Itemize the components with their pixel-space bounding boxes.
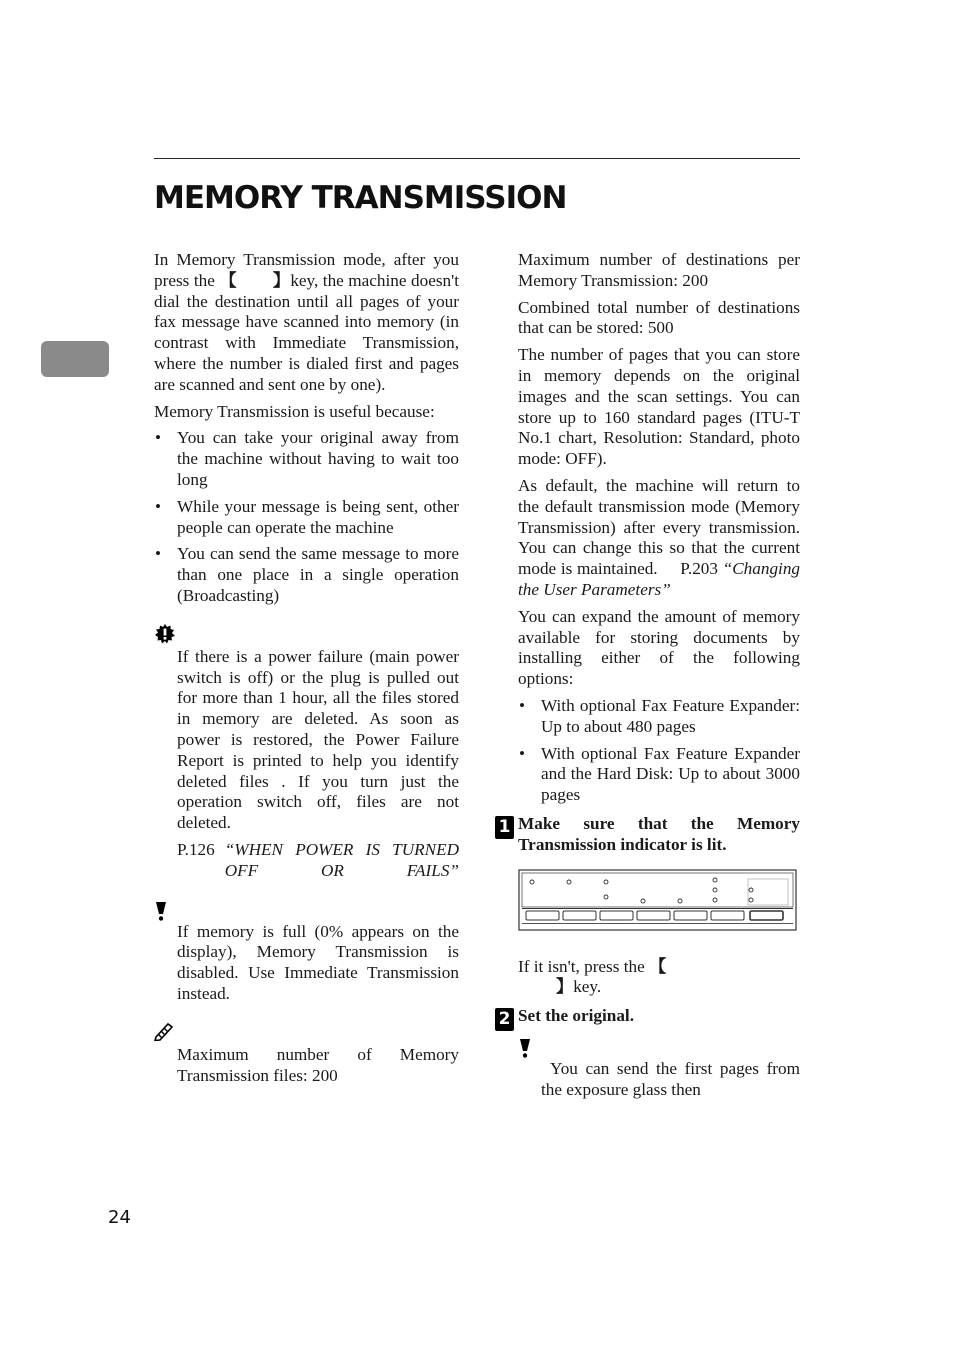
expand-info: You can expand the amount of memory available for storing documents by installing either of the following options:	[518, 606, 800, 689]
list-item: • With optional Fax Feature Expander and the Hard Disk: Up to about 3000 pages	[518, 744, 800, 806]
max-destinations: Maximum number of destinations per Memory Transmission: 200	[518, 250, 800, 290]
key-bracket-close: 】	[272, 270, 291, 291]
page-title: MEMORY TRANSMISSION	[154, 180, 567, 216]
control-panel-drawing	[518, 869, 797, 931]
important-heading	[154, 621, 459, 647]
reference-title[interactable]: “Changing the User Parameters”	[518, 559, 801, 599]
key-bracket-close: 】	[556, 977, 574, 998]
step2-limitation-note	[518, 1059, 800, 1101]
intro-paragraph: In Memory Transmission mode, after you press the 【 】key, the machine doesn't dial the destination until all pages of your fax message have scanned into memory (in contrast with Immediate Transmission, where the number is dialed first and pages are scanned and sent one by one).	[154, 250, 459, 394]
reference-title: “WHEN POWER IS TURNED OFF OR FAILS”	[224, 839, 459, 880]
memo-note	[154, 1045, 459, 1087]
important-icon	[154, 623, 176, 645]
important-note	[154, 647, 459, 882]
page-number: 24	[108, 1207, 131, 1228]
limitation-heading	[518, 1033, 800, 1059]
important-text: If there is a power failure (main power switch is off) or the plug is pulled out for more than 1 hour, all the files stored in memory are deleted. As soon as power is restored, the Power Failure Report is printed to help you identify deleted files . If you turn just the operation switch off, files are not deleted.	[177, 646, 459, 833]
benefits-list	[154, 428, 459, 606]
important-reference[interactable]	[177, 840, 459, 882]
pages-info: The number of pages that you can store in memory depends on the original images and the scan settings. You can store up to 160 standard pages (ITU-T No.1 chart, Resolution: Standard, photo mode: OFF).	[518, 345, 800, 469]
step-text: Set the original.	[518, 1006, 635, 1026]
limitation-note	[154, 922, 459, 1005]
reference-page[interactable]: P.203	[680, 559, 718, 579]
step-number-badge: 1	[495, 816, 514, 839]
list-item: • With optional Fax Feature Expander: Up to about 480 pages	[518, 696, 800, 738]
control-panel-illustration	[518, 869, 797, 931]
reference-page: P.126	[177, 839, 215, 859]
list-item: • While your message is being sent, other people can operate the machine	[154, 497, 459, 539]
limitation-text: If memory is full (0% appears on the display), Memory Transmission is disabled. Use Immediate Transmission instead.	[177, 921, 459, 1003]
options-list	[518, 696, 800, 806]
chapter-tab	[41, 341, 109, 377]
step-number-badge: 2	[495, 1008, 514, 1031]
combined-total: Combined total number of destinations that can be stored: 500	[518, 297, 800, 338]
key-bracket-open: 【	[649, 956, 667, 977]
step1-followup: If it isn't, press the 【 】key.	[518, 956, 667, 998]
list-item: • You can send the same message to more than one place in a single operation (Broadcasting)	[154, 544, 459, 606]
note-text: Maximum number of Memory Transmission files: 200	[177, 1044, 459, 1085]
default-info: As default, the machine will return to the default transmission mode (Memory Transmission) after every transmission. You can change this so that the current mode is maintained. P.203 “Changing the User Parameters”	[518, 475, 801, 599]
useful-intro: Memory Transmission is useful because:	[154, 401, 435, 421]
step-text: Make sure that the Memory Transmission indicator is lit.	[518, 813, 800, 854]
list-item: • You can take your original away from the machine without having to wait too long	[154, 428, 459, 490]
left-column	[154, 250, 459, 1092]
limitation-text: You can send the first pages from the exposure glass then	[541, 1058, 800, 1099]
note-heading	[154, 1019, 459, 1045]
header-rule	[154, 158, 800, 159]
right-column	[498, 250, 801, 1107]
key-bracket-open: 【	[219, 270, 237, 291]
step-1	[498, 813, 800, 856]
limitation-heading	[154, 896, 459, 922]
limitation-icon	[154, 900, 168, 922]
limitation-icon	[518, 1037, 532, 1059]
note-icon	[154, 1021, 176, 1041]
step-2	[498, 1006, 800, 1030]
